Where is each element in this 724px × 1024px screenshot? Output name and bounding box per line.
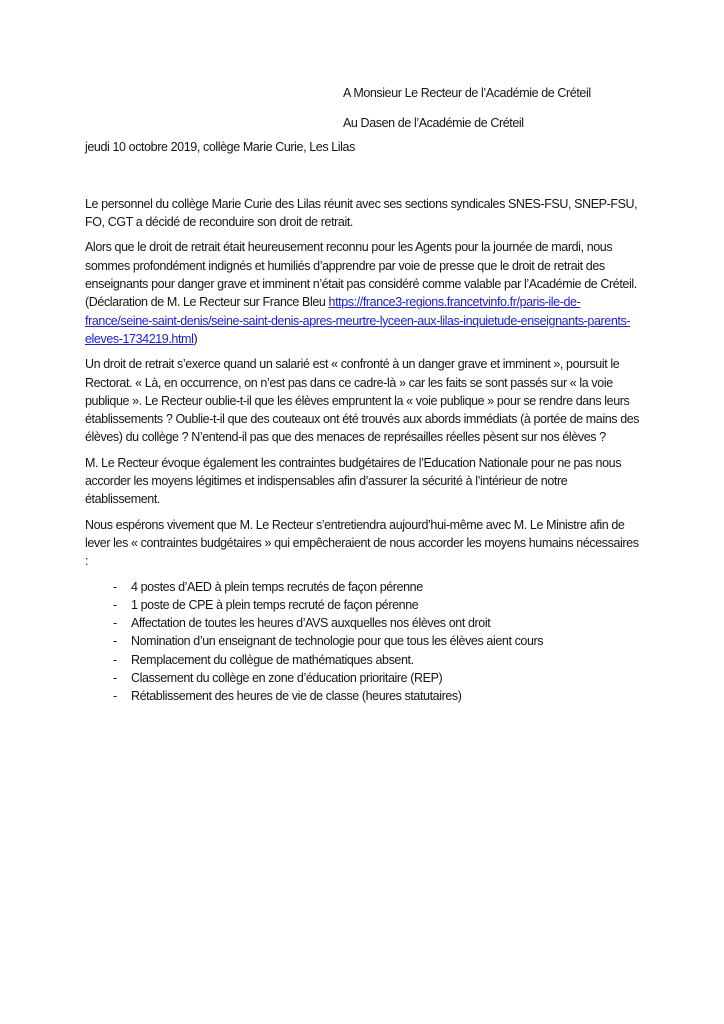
demand-item-vie-de-classe: - Rétablissement des heures de vie de classe (heures statutaires) [85,687,640,705]
demand-item-mathematiques: - Remplacement du collègue de mathématiques absent. [85,651,640,669]
paragraph-intro: Le personnel du collège Marie Curie des Lilas réunit avec ses sections syndicales SNES-FSU, SNEP-FSU, FO, CGT a décidé de reconduire son droit de retrait. [85,196,638,230]
france-bleu-article-link[interactable]: https://france3-regions.francetvinfo.fr/paris-ile-de-france/seine-saint-denis/seine-saint-denis-apres-meurtre-lyceen-aux-lilas-inquietude-enseignants-parents-eleves-1734219.html [85,295,631,346]
dateline: jeudi 10 octobre 2019, collège Marie Curie, Les Lilas [85,139,355,154]
addressee-line-recteur: A Monsieur Le Recteur de l’Académie de Créteil [343,86,591,100]
paragraph-contraintes-budgetaires: M. Le Recteur évoque également les contraintes budgétaires de l’Education Nationale pour ne pas nous accorder les moyens légitimes et indispensables afin d’assurer la sécurité à l’intérieur de notre établissement. [85,455,622,507]
paragraph-demande-moyens: Nous espérons vivement que M. Le Recteur s’entretiendra aujourd’hui-même avec M. Le Ministre afin de lever les « contraintes budgétaires » qui empêcheraient de nous accorder les moyens humains nécessaires : [85,517,639,569]
paragraph-indignation [85,238,640,348]
demands-list [85,578,640,706]
demand-item-technologie: - Nomination d’un enseignant de technologie pour que tous les élèves aient cours [85,632,640,650]
addressee-line-dasen: Au Dasen de l’Académie de Créteil [343,116,524,131]
paragraph-droit-retrait-exercice: Un droit de retrait s’exerce quand un salarié est « confronté à un danger grave et imminent », poursuit le Rectorat. « Là, en occurrence, on n’est pas dans ce cadre-là » car les faits se sont passés sur « la voie publique ». Le Recteur oublie-t-il que les élèves empruntent la « voie publique » pour se rendre dans leurs établissements ? Oublie-t-il que des couteaux ont été trouvés aux abords immédiats (à portée de mains des élèves) du collège ? N’entend-il pas que des menaces de représailles réelles pèsent sur nos élèves ? [85,357,640,445]
paragraph-indignation-closing-paren: ) [193,331,198,346]
paragraph-indignation-text: Alors que le droit de retrait était heureusement reconnu pour les Agents pour la journée de mardi, nous sommes profondément indignés et humiliés d’apprendre par voie de presse que le droit de retrait des enseignants pour danger grave et imminent n’était pas considéré comme valable par l’Académie de Créteil. (Déclaration de M. Le Recteur sur France Bleu [85,240,637,310]
demand-item-cpe: - 1 poste de CPE à plein temps recruté de façon pérenne [85,596,640,614]
demand-item-avs: - Affectation de toutes les heures d’AVS auxquelles nos élèves ont droit [85,614,640,632]
demand-item-rep: - Classement du collège en zone d’éducation prioritaire (REP) [85,669,640,687]
demand-item-aed: - 4 postes d’AED à plein temps recrutés de façon pérenne [85,578,640,596]
